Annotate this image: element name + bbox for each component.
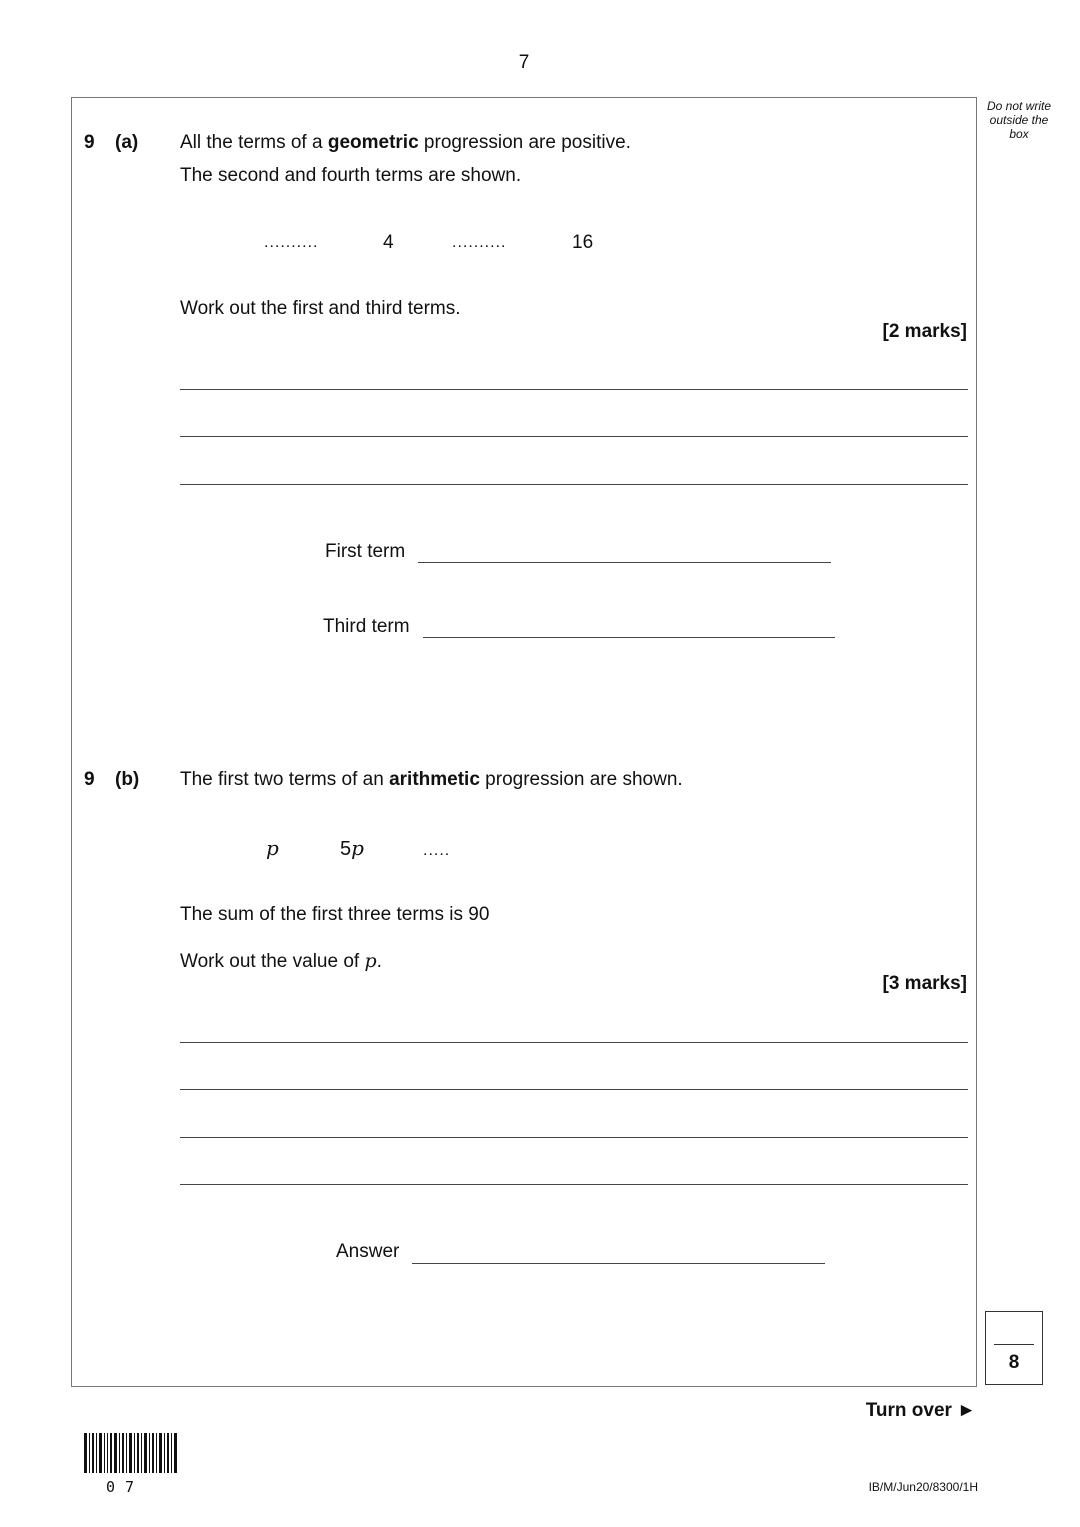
- barcode-number: 07: [106, 1478, 145, 1496]
- first-term-answer-line[interactable]: [418, 562, 831, 563]
- paper-reference: IB/M/Jun20/8300/1H: [868, 1480, 978, 1494]
- answer-line[interactable]: [412, 1263, 825, 1264]
- sequence-blank: ..........: [452, 234, 507, 251]
- first-term-label: First term: [325, 541, 406, 562]
- sequence-term-p: p: [266, 836, 279, 860]
- answer-label: Answer: [336, 1241, 400, 1262]
- question-9b-stem: [180, 769, 683, 791]
- question-9a-instruction: Work out the first and third terms.: [180, 298, 461, 319]
- question-part: (b): [115, 769, 140, 790]
- score-box: [985, 1311, 1043, 1385]
- variable: p: [351, 836, 364, 860]
- sequence-blank: ..........: [264, 234, 319, 251]
- stem-text: progression are shown.: [479, 769, 683, 790]
- marks-label: [3 marks]: [882, 973, 967, 994]
- third-term-answer-line[interactable]: [423, 637, 835, 638]
- margin-note-line: box: [1009, 127, 1029, 141]
- working-line[interactable]: [180, 436, 968, 437]
- stem-text: All the terms of a: [180, 132, 328, 153]
- question-9b-instruction: [180, 950, 382, 973]
- variable: p: [364, 950, 377, 972]
- page-number: 7: [518, 52, 530, 73]
- margin-note: [980, 99, 1058, 141]
- coefficient: 5: [340, 838, 352, 860]
- stem-text: The first two terms of an: [180, 769, 390, 790]
- question-number: 9: [84, 769, 95, 790]
- working-line[interactable]: [180, 1137, 968, 1138]
- keyword-geometric: geometric: [327, 132, 419, 153]
- sequence-term: 16: [572, 232, 594, 253]
- working-line[interactable]: [180, 1184, 968, 1185]
- sequence-blank: .....: [423, 842, 451, 859]
- barcode-icon: [84, 1433, 180, 1479]
- stem-text: progression are positive.: [418, 132, 631, 153]
- question-9b-sum: The sum of the first three terms is 90: [180, 904, 490, 925]
- score-divider: [994, 1344, 1034, 1345]
- score-total: 8: [1008, 1352, 1020, 1373]
- working-line[interactable]: [180, 389, 968, 390]
- sequence-term: 4: [383, 232, 394, 253]
- keyword-arithmetic: arithmetic: [389, 769, 480, 790]
- turn-over-label: Turn over ►: [865, 1400, 976, 1421]
- margin-note-line: Do not write: [986, 99, 1052, 113]
- marks-label: [2 marks]: [882, 321, 967, 342]
- sequence-term-5p: [340, 836, 364, 861]
- working-line[interactable]: [180, 1089, 968, 1090]
- answer-frame: [71, 97, 977, 1387]
- instruction-text: .: [376, 951, 382, 972]
- working-line[interactable]: [180, 1042, 968, 1043]
- question-9a-line2: The second and fourth terms are shown.: [180, 165, 522, 186]
- instruction-text: Work out the value of: [180, 951, 365, 972]
- working-line[interactable]: [180, 484, 968, 485]
- question-part: (a): [115, 132, 139, 153]
- margin-note-line: outside the: [989, 113, 1049, 127]
- question-9a-stem: [180, 132, 631, 154]
- question-number: 9: [84, 132, 95, 153]
- third-term-label: Third term: [323, 616, 410, 637]
